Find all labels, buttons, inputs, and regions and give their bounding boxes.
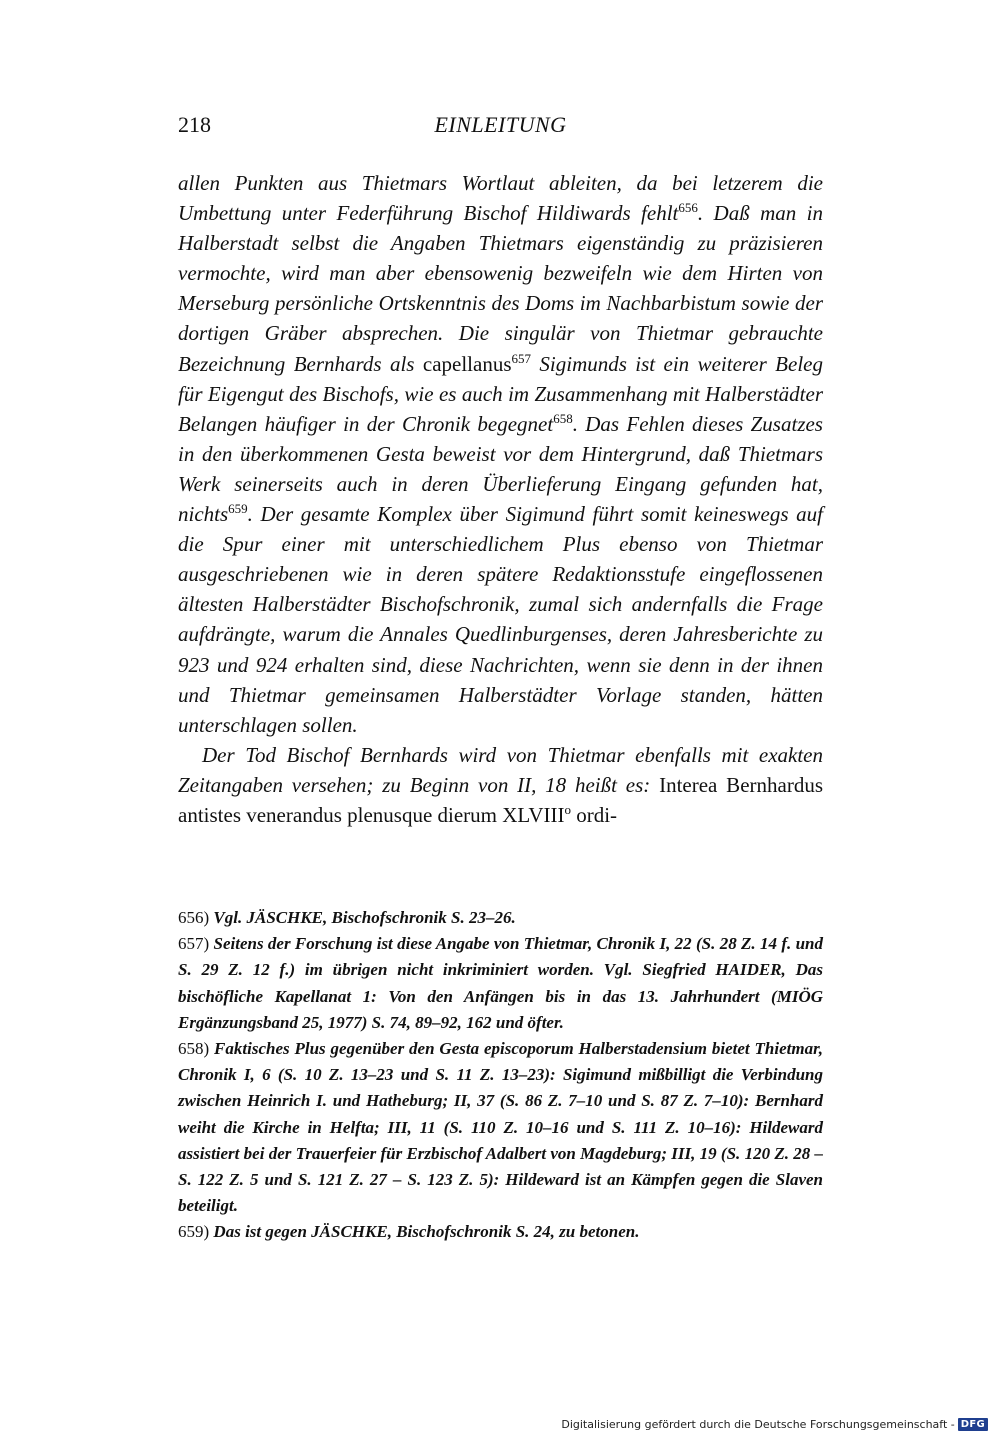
paragraph-text: allen Punkten aus Thietmars Wortlaut ableiten, da bei letzerem die Umbettung unter Federführung Bischof Hildiwards fehlt xyxy=(178,171,823,226)
footnote-656 xyxy=(178,905,823,931)
page-number: 218 xyxy=(178,112,211,137)
paragraph-text: Sigimunds ist ein weiterer Beleg für Eigengut des Bischofs, wie es auch im Zusammenhang mit Halberstädter Belangen häufiger in der Chronik begegnet xyxy=(178,351,823,436)
footnote-number: 657) xyxy=(178,934,210,954)
footnote-number: 658) xyxy=(178,1039,210,1059)
footnote-658 xyxy=(178,1036,823,1219)
paragraph-text: . Das Fehlen dieses Zusatzes in den überkommenen Gesta beweist vor dem Hintergrund, daß Thietmars Werk seinerseits auch in deren Überlieferung Eingang gefunden hat, nichts xyxy=(178,411,823,527)
paragraph-text: . Daß man in Halberstadt selbst die Angaben Thietmars eigenständig zu präzisieren vermochte, wird man aber ebensowenig bezweifeln wie dem Hirten von Merseburg persönliche Ortskenntnis des Doms im Nachbarbistum sowie der dortigen Gräber absprechen. Die singulär von Thietmar gebrauchte Bezeichnung Bernhards als xyxy=(178,201,823,376)
footnote-ref-657: 657 xyxy=(511,350,531,366)
footnote-ref-658: 658 xyxy=(553,410,573,426)
page-header xyxy=(178,112,823,144)
footnote-ref-656: 656 xyxy=(678,200,698,216)
latin-quote: capellanus xyxy=(422,351,512,376)
footnote-number: 656) xyxy=(178,908,210,927)
running-title: EINLEITUNG xyxy=(434,112,567,137)
footnote-text: Das ist gegen JÄSCHKE, Bischofschronik S. 24, zu betonen. xyxy=(213,1222,640,1242)
footnote-text: Faktisches Plus gegenüber den Gesta episcoporum Halberstadensium bietet Thietmar, Chronik I, 6 (S. 10 Z. 13–23 und S. 11 Z. 13–23): Sigimund mißbilligt die Verbindung zwischen Heinrich I. und Hatheburg; II, 37 (S. 86 Z. 7–10 und S. 87 Z. 7–10): Bernhard weiht die Kirche in Helfta; III, 11 (S. 110 Z. 10–16 und S. 111 Z. 10–16): Hildeward assistiert bei der Trauerfeier für Erzbischof Adalbert von Magdeburg; III, 19 (S. 120 Z. 28 – S. 122 Z. 5 und S. 121 Z. 27 – S. 123 Z. 5): Hildeward ist an Kämpfen gegen die Slaven beteiligt. xyxy=(178,1039,823,1216)
footnotes xyxy=(178,905,823,1246)
digitization-text: Digitalisierung gefördert durch die Deutsche Forschungsgemeinschaft - xyxy=(561,1418,955,1431)
footnote-657 xyxy=(178,931,823,1036)
paragraph-2 xyxy=(178,740,823,830)
footnote-ref-659: 659 xyxy=(228,501,248,517)
footnote-text: Seitens der Forschung ist diese Angabe von Thietmar, Chronik I, 22 (S. 28 Z. 14 f. und S. 29 Z. 12 f.) im übrigen nicht inkriminiert worden. Vgl. Siegfried HAIDER, Das bischöfliche Kapellanat 1: Von den Anfängen bis in das 13. Jahrhundert (MIÖG Ergänzungsband 25, 1977) S. 74, 89–92, 162 und öfter. xyxy=(178,934,823,1032)
latin-quote: ordi- xyxy=(570,802,618,827)
latin-quote: Interea Bernhardus antistes venerandus plenusque dierum XLVIII xyxy=(178,772,823,827)
ordinal-mark: o xyxy=(564,801,571,817)
paragraph-text: Der Tod Bischof Bernhards wird von Thietmar ebenfalls mit exakten Zeitangaben versehen; zu Beginn von II, 18 heißt es: xyxy=(178,742,823,797)
paragraph-1 xyxy=(178,168,823,740)
paragraph-text: . Der gesamte Komplex über Sigimund führt somit keineswegs auf die Spur einer mit unterschiedlichem Plus ebenso von Thietmar ausgeschriebenen wie in deren spätere Redaktionsstufe eingeflossenen ältesten Halberstädter Bischofschronik, zumal sich andernfalls die Frage aufdrängte, warum die Annales Quedlinburgenses, deren Jahresberichte zu 923 und 924 erhalten sind, diese Nachrichten, wenn sie denn in der ihnen und Thietmar gemeinsamen Halberstädter Vorlage standen, hätten unterschlagen sollen. xyxy=(178,502,823,737)
footnote-number: 659) xyxy=(178,1222,210,1242)
footnote-text: Vgl. JÄSCHKE, Bischofschronik S. 23–26. xyxy=(213,908,516,927)
main-text xyxy=(178,168,823,830)
digitization-notice xyxy=(561,1418,988,1431)
footnote-659 xyxy=(178,1219,823,1245)
dfg-logo-icon: DFG xyxy=(958,1418,988,1431)
